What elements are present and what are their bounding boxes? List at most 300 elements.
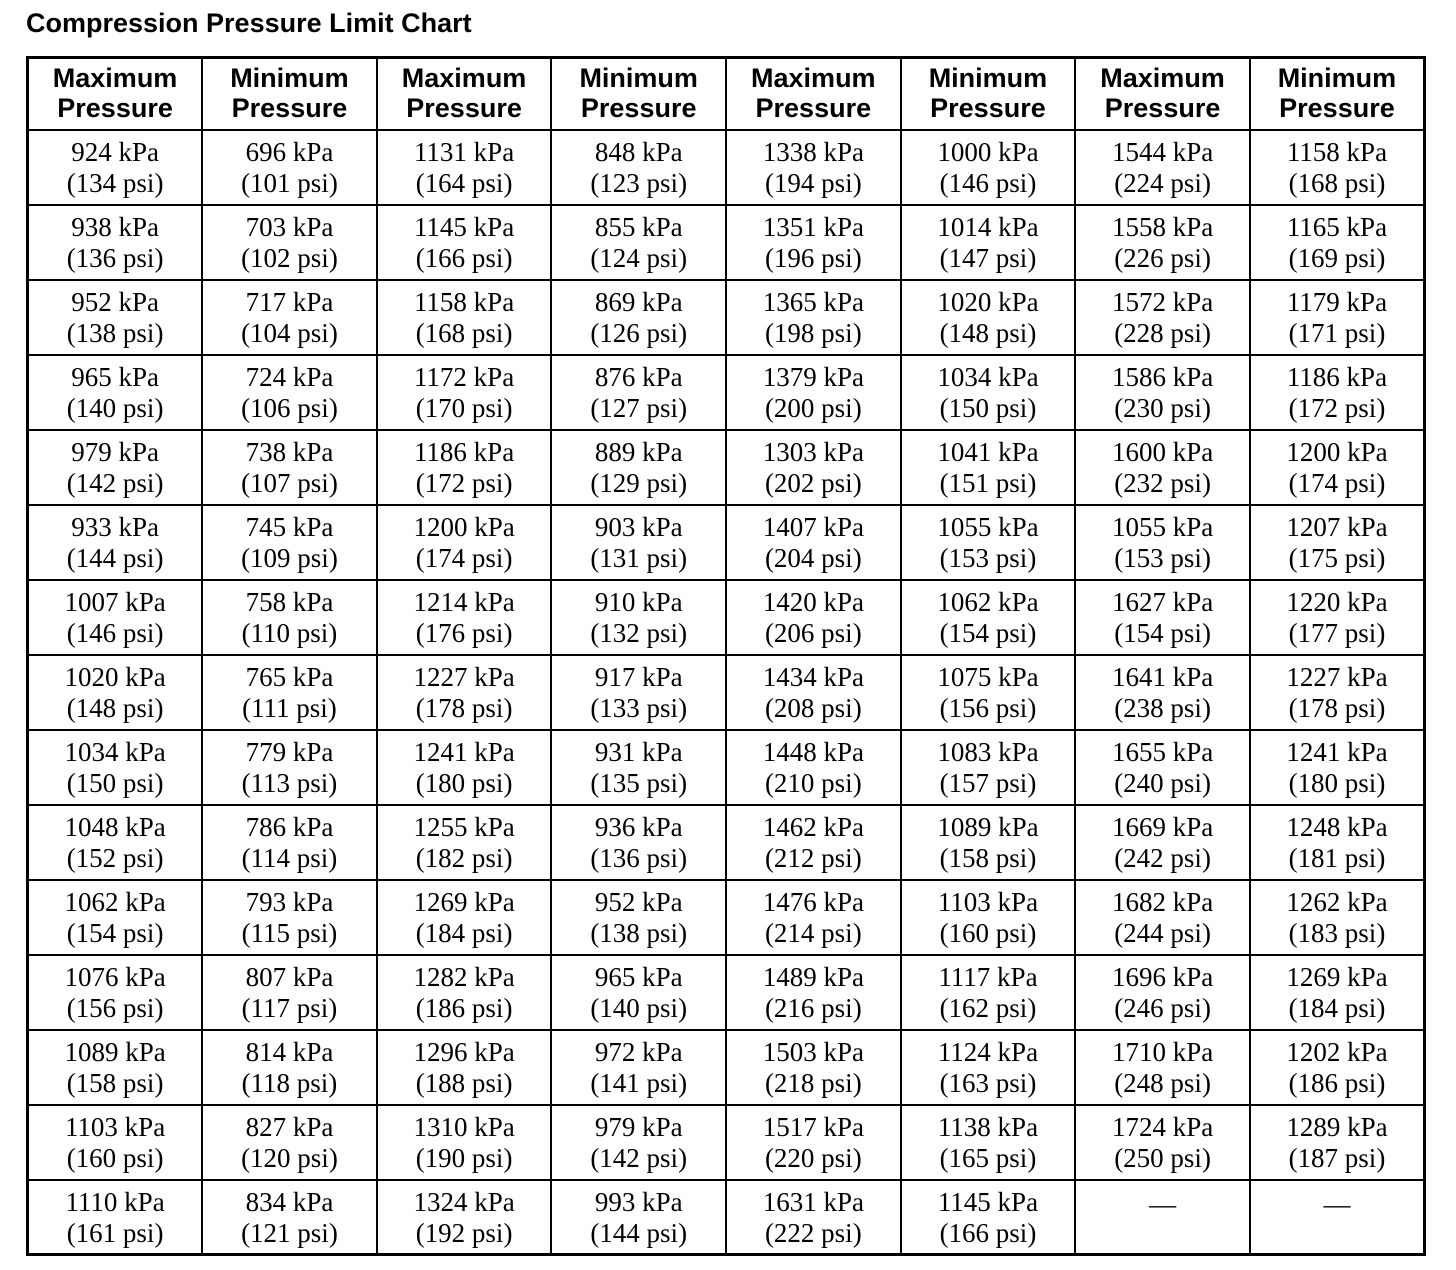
table-cell [551,430,726,505]
kpa-value: 903 kPa [594,511,683,542]
table-cell [377,280,552,355]
psi-value: (154 psi) [939,617,1037,648]
table-cell [377,580,552,655]
table-cell [1075,580,1250,655]
table-cell [726,655,901,730]
kpa-value: 1296 kPa [413,1036,515,1067]
psi-value: (104 psi) [241,317,338,348]
kpa-value: 1489 kPa [762,961,864,992]
kpa-value: 1089 kPa [937,811,1039,842]
kpa-value: 965 kPa [594,961,683,992]
table-cell [551,880,726,955]
psi-value: (172 psi) [1288,392,1386,423]
table-cell [28,805,203,880]
psi-value: (178 psi) [415,692,513,723]
kpa-value: 1517 kPa [762,1111,864,1142]
psi-value: (123 psi) [590,167,688,198]
kpa-value: 1048 kPa [64,811,166,842]
table-cell [202,430,377,505]
psi-value: (106 psi) [241,392,338,423]
kpa-value: 952 kPa [594,886,683,917]
table-cell [1250,730,1425,805]
table-cell [901,355,1076,430]
table-cell [377,205,552,280]
table-cell [726,1030,901,1105]
psi-value: (186 psi) [1288,1067,1386,1098]
table-cell [1250,955,1425,1030]
kpa-value: 1269 kPa [413,886,515,917]
kpa-value: 786 kPa [245,811,334,842]
kpa-value: 1083 kPa [937,736,1039,767]
kpa-value: 1586 kPa [1111,361,1214,392]
table-cell [726,955,901,1030]
kpa-value: 1448 kPa [762,736,864,767]
column-header-line: Minimum [928,63,1048,93]
psi-value: (146 psi) [66,617,164,648]
psi-value: (146 psi) [939,167,1037,198]
table-cell [1075,430,1250,505]
psi-value: (140 psi) [66,392,164,423]
psi-value: (153 psi) [1114,542,1211,573]
table-row [28,880,1425,955]
column-header-line: Pressure [1104,93,1221,123]
table-cell [377,505,552,580]
kpa-value: 1310 kPa [413,1111,515,1142]
table-cell [1075,1030,1250,1105]
psi-value: (168 psi) [415,317,513,348]
column-header [1250,58,1425,130]
psi-value: (204 psi) [764,542,862,573]
kpa-value: 696 kPa [245,136,334,167]
psi-value: (142 psi) [590,1142,688,1173]
psi-value: (214 psi) [764,917,862,948]
psi-value: (158 psi) [939,842,1037,873]
table-row [28,1180,1425,1255]
table-cell [202,805,377,880]
psi-value: (216 psi) [764,992,862,1023]
psi-value: (184 psi) [1288,992,1386,1023]
kpa-value: 979 kPa [71,436,159,467]
table-row [28,580,1425,655]
table-cell [202,1030,377,1105]
psi-value: (102 psi) [241,242,338,273]
psi-value: (138 psi) [590,917,688,948]
table-cell [1250,580,1425,655]
psi-value: (131 psi) [590,542,688,573]
table-cell [202,280,377,355]
psi-value: (194 psi) [764,167,862,198]
psi-value: (164 psi) [415,167,513,198]
table-cell [377,880,552,955]
kpa-value: 1034 kPa [937,361,1039,392]
table-cell [28,130,203,205]
kpa-value: 1641 kPa [1111,661,1214,692]
kpa-value: 1138 kPa [937,1111,1039,1142]
table-cell [551,805,726,880]
column-header-line: Maximum [52,63,178,93]
empty-cell-dash: — [1323,1188,1351,1219]
table-cell [202,880,377,955]
table-row [28,130,1425,205]
table-cell [1250,880,1425,955]
psi-value: (157 psi) [939,767,1037,798]
psi-value: (226 psi) [1114,242,1211,273]
kpa-value: 855 kPa [594,211,683,242]
kpa-value: 1724 kPa [1111,1111,1214,1142]
psi-value: (171 psi) [1288,317,1386,348]
table-row [28,655,1425,730]
column-header-line: Maximum [751,63,876,93]
kpa-value: 1103 kPa [937,886,1039,917]
psi-value: (124 psi) [590,242,688,273]
column-header [28,58,203,130]
column-header [202,58,377,130]
kpa-value: 1000 kPa [937,136,1039,167]
kpa-value: 1351 kPa [762,211,864,242]
psi-value: (168 psi) [1288,167,1386,198]
psi-value: (118 psi) [241,1067,338,1098]
psi-value: (183 psi) [1288,917,1386,948]
psi-value: (163 psi) [939,1067,1037,1098]
table-cell [551,1030,726,1105]
table-cell [901,205,1076,280]
kpa-value: 1544 kPa [1111,136,1214,167]
psi-value: (150 psi) [66,767,164,798]
table-cell [28,955,203,1030]
kpa-value: 1089 kPa [64,1036,166,1067]
psi-value: (178 psi) [1288,692,1386,723]
kpa-value: 1075 kPa [937,661,1039,692]
kpa-value: 1476 kPa [762,886,864,917]
table-cell [901,955,1076,1030]
psi-value: (117 psi) [241,992,338,1023]
kpa-value: 779 kPa [245,736,334,767]
psi-value: (111 psi) [242,692,337,723]
kpa-value: 1145 kPa [937,1186,1039,1217]
kpa-value: 1055 kPa [1111,511,1214,542]
table-row [28,280,1425,355]
kpa-value: 931 kPa [594,736,683,767]
kpa-value: 1241 kPa [413,736,515,767]
table-row [28,730,1425,805]
psi-value: (109 psi) [241,542,338,573]
kpa-value: 1202 kPa [1286,1036,1388,1067]
psi-value: (250 psi) [1114,1142,1211,1173]
psi-value: (170 psi) [415,392,513,423]
psi-value: (132 psi) [590,617,688,648]
table-cell [202,730,377,805]
table-cell [901,880,1076,955]
kpa-value: 889 kPa [594,436,683,467]
kpa-value: 910 kPa [594,586,683,617]
table-cell [1075,655,1250,730]
table-cell [377,355,552,430]
psi-value: (121 psi) [241,1217,338,1248]
table-row [28,355,1425,430]
psi-value: (174 psi) [415,542,513,573]
kpa-value: 1241 kPa [1286,736,1388,767]
table-cell [28,880,203,955]
psi-value: (172 psi) [415,467,513,498]
psi-value: (160 psi) [66,1142,164,1173]
table-cell [901,1030,1076,1105]
table-cell [1250,355,1425,430]
table-cell [551,655,726,730]
psi-value: (101 psi) [241,167,338,198]
kpa-value: 1227 kPa [1286,661,1388,692]
table-cell [1075,355,1250,430]
psi-value: (141 psi) [590,1067,688,1098]
psi-value: (135 psi) [590,767,688,798]
kpa-value: 1117 kPa [938,961,1038,992]
table-cell [1250,805,1425,880]
table-row [28,805,1425,880]
table-cell [1250,1105,1425,1180]
table-cell [726,505,901,580]
kpa-value: 1289 kPa [1286,1111,1388,1142]
kpa-value: 1220 kPa [1286,586,1388,617]
kpa-value: 1669 kPa [1111,811,1214,842]
kpa-value: 952 kPa [71,286,159,317]
psi-value: (232 psi) [1114,467,1211,498]
table-cell [1075,955,1250,1030]
table-cell [202,505,377,580]
psi-value: (136 psi) [590,842,688,873]
psi-value: (208 psi) [764,692,862,723]
table-cell [901,1105,1076,1180]
kpa-value: 993 kPa [594,1186,683,1217]
column-header [726,58,901,130]
kpa-value: 1600 kPa [1111,436,1214,467]
table-cell [28,205,203,280]
column-header-line: Pressure [755,93,872,123]
column-header-line: Maximum [401,63,527,93]
psi-value: (110 psi) [241,617,338,648]
table-cell [1250,205,1425,280]
table-cell [551,205,726,280]
psi-value: (156 psi) [939,692,1037,723]
psi-value: (140 psi) [590,992,688,1023]
psi-value: (115 psi) [241,917,338,948]
column-header-line: Pressure [580,93,697,123]
kpa-value: 876 kPa [594,361,683,392]
column-header [901,58,1076,130]
kpa-value: 703 kPa [245,211,334,242]
kpa-value: 1262 kPa [1286,886,1388,917]
table-cell [551,1105,726,1180]
kpa-value: 972 kPa [594,1036,683,1067]
kpa-value: 924 kPa [71,136,159,167]
table-cell [1250,430,1425,505]
table-cell [1075,805,1250,880]
table-cell [551,130,726,205]
kpa-value: 1627 kPa [1111,586,1214,617]
table-cell [726,280,901,355]
kpa-value: 765 kPa [245,661,334,692]
psi-value: (148 psi) [939,317,1037,348]
kpa-value: 1710 kPa [1111,1036,1214,1067]
column-header [377,58,552,130]
kpa-value: 1145 kPa [413,211,515,242]
table-cell [726,130,901,205]
table-cell [377,1180,552,1255]
table-cell [726,1105,901,1180]
table-cell [377,730,552,805]
table-cell [726,1180,901,1255]
psi-value: (180 psi) [415,767,513,798]
column-header-line: Pressure [1279,93,1395,123]
table-cell [1250,280,1425,355]
kpa-value: 917 kPa [594,661,683,692]
kpa-value: 1214 kPa [413,586,515,617]
table-cell [1250,505,1425,580]
table-cell [726,205,901,280]
kpa-value: 1110 kPa [65,1186,165,1217]
kpa-value: 1200 kPa [413,511,515,542]
table-cell [1075,880,1250,955]
table-row [28,205,1425,280]
kpa-value: 1179 kPa [1286,286,1388,317]
psi-value: (148 psi) [66,692,164,723]
table-cell [377,430,552,505]
kpa-value: 1020 kPa [64,661,166,692]
psi-value: (177 psi) [1288,617,1386,648]
table-cell [28,280,203,355]
empty-cell-dash: — [1149,1188,1177,1219]
kpa-value: 1200 kPa [1286,436,1388,467]
psi-value: (152 psi) [66,842,164,873]
psi-value: (222 psi) [764,1217,862,1248]
table-cell [1250,1180,1425,1255]
psi-value: (154 psi) [66,917,164,948]
table-cell [1075,730,1250,805]
psi-value: (162 psi) [939,992,1037,1023]
kpa-value: 1303 kPa [762,436,864,467]
kpa-value: 758 kPa [245,586,334,617]
psi-value: (196 psi) [764,242,862,273]
psi-value: (147 psi) [939,242,1037,273]
kpa-value: 1558 kPa [1111,211,1214,242]
psi-value: (129 psi) [590,467,688,498]
kpa-value: 936 kPa [594,811,683,842]
psi-value: (202 psi) [764,467,862,498]
table-cell [28,505,203,580]
psi-value: (120 psi) [241,1142,338,1173]
column-header-line: Minimum [230,63,349,93]
table-cell [28,430,203,505]
psi-value: (218 psi) [764,1067,862,1098]
table-body [28,130,1425,1255]
psi-value: (212 psi) [764,842,862,873]
psi-value: (161 psi) [66,1217,164,1248]
psi-value: (174 psi) [1288,467,1386,498]
table-cell [202,355,377,430]
table-cell [202,655,377,730]
psi-value: (210 psi) [764,767,862,798]
table-cell [202,955,377,1030]
table-cell [901,580,1076,655]
kpa-value: 1631 kPa [762,1186,864,1217]
kpa-value: 1282 kPa [413,961,515,992]
kpa-value: 1462 kPa [762,811,864,842]
table-cell [726,880,901,955]
psi-value: (165 psi) [939,1142,1037,1173]
kpa-value: 1062 kPa [64,886,166,917]
table-cell [726,580,901,655]
table-cell [28,655,203,730]
table-cell [901,730,1076,805]
kpa-value: 1503 kPa [762,1036,864,1067]
table-cell [377,805,552,880]
psi-value: (153 psi) [939,542,1037,573]
table-row [28,1105,1425,1180]
compression-pressure-table [26,56,1426,1256]
table-cell [551,580,726,655]
table-cell [202,580,377,655]
psi-value: (134 psi) [66,167,164,198]
table-header [28,58,1425,130]
table-cell [377,1105,552,1180]
kpa-value: 717 kPa [245,286,334,317]
column-header-line: Pressure [231,93,348,123]
table-cell [377,1030,552,1105]
table-cell [28,1180,203,1255]
kpa-value: 979 kPa [594,1111,683,1142]
kpa-value: 1041 kPa [937,436,1039,467]
psi-value: (114 psi) [241,842,338,873]
kpa-value: 1255 kPa [413,811,515,842]
table-cell [551,505,726,580]
header-row [28,58,1425,130]
table-cell [377,130,552,205]
kpa-value: 1131 kPa [413,136,515,167]
psi-value: (240 psi) [1114,767,1211,798]
kpa-value: 938 kPa [71,211,159,242]
psi-value: (127 psi) [590,392,688,423]
table-cell [28,1030,203,1105]
psi-value: (220 psi) [764,1142,862,1173]
psi-value: (242 psi) [1114,842,1211,873]
table-cell [202,130,377,205]
table-row [28,505,1425,580]
psi-value: (182 psi) [415,842,513,873]
psi-value: (230 psi) [1114,392,1211,423]
table-cell [551,1180,726,1255]
column-header-line: Pressure [57,93,173,123]
table-cell [551,355,726,430]
psi-value: (248 psi) [1114,1067,1211,1098]
kpa-value: 1696 kPa [1111,961,1214,992]
table-cell [726,430,901,505]
table-cell [901,655,1076,730]
psi-value: (150 psi) [939,392,1037,423]
kpa-value: 869 kPa [594,286,683,317]
kpa-value: 1076 kPa [64,961,166,992]
psi-value: (246 psi) [1114,992,1211,1023]
table-cell [551,280,726,355]
table-cell [901,430,1076,505]
kpa-value: 933 kPa [71,511,159,542]
kpa-value: 724 kPa [245,361,334,392]
psi-value: (190 psi) [415,1142,513,1173]
kpa-value: 1020 kPa [937,286,1039,317]
table-cell [726,355,901,430]
table-cell [726,805,901,880]
kpa-value: 814 kPa [245,1036,334,1067]
kpa-value: 1434 kPa [762,661,864,692]
kpa-value: 1655 kPa [1111,736,1214,767]
kpa-value: 1158 kPa [413,286,515,317]
